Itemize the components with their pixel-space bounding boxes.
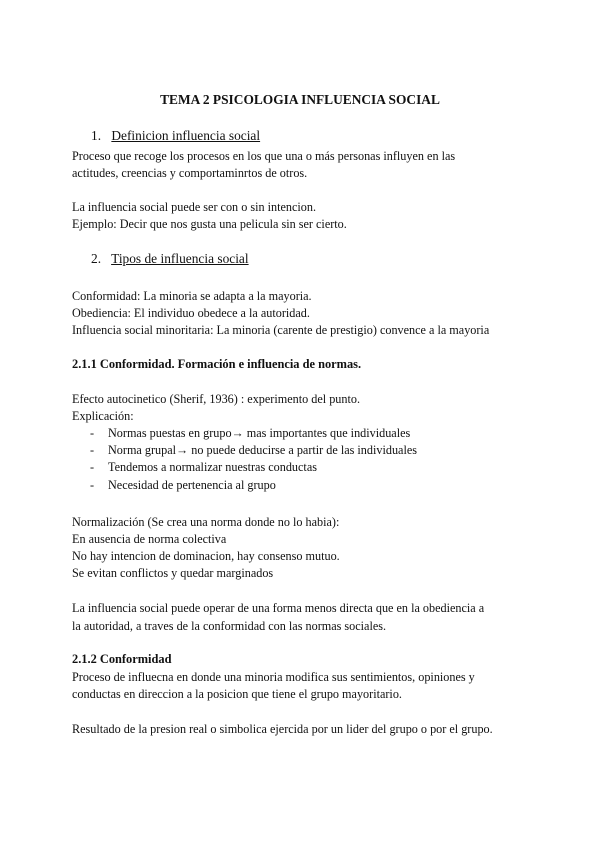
paragraph-line: Ejemplo: Decir que nos gusta una pelicula sin ser cierto. bbox=[72, 217, 347, 231]
paragraph-line: Normalización (Se crea una norma donde no lo habia): bbox=[72, 515, 340, 529]
section-number: 1. bbox=[91, 128, 102, 143]
bullet-text: Normas puestas en grupo→ mas importantes que individuales bbox=[108, 426, 411, 440]
bullet-item bbox=[90, 478, 276, 493]
paragraph-line: Proceso que recoge los procesos en los que una o más personas influyen en las bbox=[72, 149, 456, 163]
bullet-text: Tendemos a normalizar nuestras conductas bbox=[108, 460, 317, 474]
bullet-dash: - bbox=[90, 443, 95, 457]
paragraph-line: Proceso de influecna en donde una minoria modifica sus sentimientos, opiniones y bbox=[72, 670, 475, 684]
bullet-dash: - bbox=[90, 426, 95, 440]
paragraph-line: Resultado de la presion real o simbolica ejercida por un lider del grupo o por el grupo. bbox=[72, 722, 493, 736]
bullet-dash: - bbox=[90, 460, 95, 474]
paragraph-line: La influencia social puede ser con o sin intencion. bbox=[72, 200, 317, 214]
subsection-heading-2-1-2: 2.1.2 Conformidad bbox=[72, 652, 172, 666]
paragraph-line: Obediencia: El individuo obedece a la autoridad. bbox=[72, 306, 310, 320]
paragraph-line: Influencia social minoritaria: La minoria (carente de prestigio) convence a la mayoria bbox=[72, 323, 490, 337]
paragraph-line: conductas en direccion a la posicion que tiene el grupo mayoritario. bbox=[72, 687, 402, 701]
paragraph-line: Explicación: bbox=[72, 409, 134, 423]
paragraph-line: Efecto autocinetico (Sherif, 1936) : experimento del punto. bbox=[72, 392, 361, 406]
section-number: 2. bbox=[91, 251, 102, 266]
paragraph-line: Se evitan conflictos y quedar marginados bbox=[72, 566, 274, 580]
bullet-dash: - bbox=[90, 478, 95, 492]
bullet-item bbox=[90, 443, 417, 458]
section-heading-definicion bbox=[91, 128, 260, 144]
bullet-text: Necesidad de pertenencia al grupo bbox=[108, 478, 276, 492]
bullet-text: Norma grupal→ no puede deducirse a partir de las individuales bbox=[108, 443, 417, 457]
paragraph-line: la autoridad, a traves de la conformidad con las normas sociales. bbox=[72, 619, 387, 633]
paragraph-line: En ausencia de norma colectiva bbox=[72, 532, 227, 546]
document-title: TEMA 2 PSICOLOGIA INFLUENCIA SOCIAL bbox=[160, 92, 440, 107]
bullet-item bbox=[90, 426, 410, 441]
paragraph-line: La influencia social puede operar de una forma menos directa que en la obediencia a bbox=[72, 601, 485, 615]
subsection-heading-2-1-1: 2.1.1 Conformidad. Formación e influencia de normas. bbox=[72, 357, 362, 371]
paragraph-line: actitudes, creencias y comportaminrtos de otros. bbox=[72, 166, 308, 180]
bullet-item bbox=[90, 460, 317, 475]
paragraph-line: No hay intencion de dominacion, hay consenso mutuo. bbox=[72, 549, 340, 563]
section-label: Definicion influencia social bbox=[111, 128, 261, 143]
paragraph-line: Conformidad: La minoria se adapta a la mayoria. bbox=[72, 289, 312, 303]
section-label: Tipos de influencia social bbox=[111, 251, 249, 266]
section-heading-tipos bbox=[91, 251, 249, 267]
